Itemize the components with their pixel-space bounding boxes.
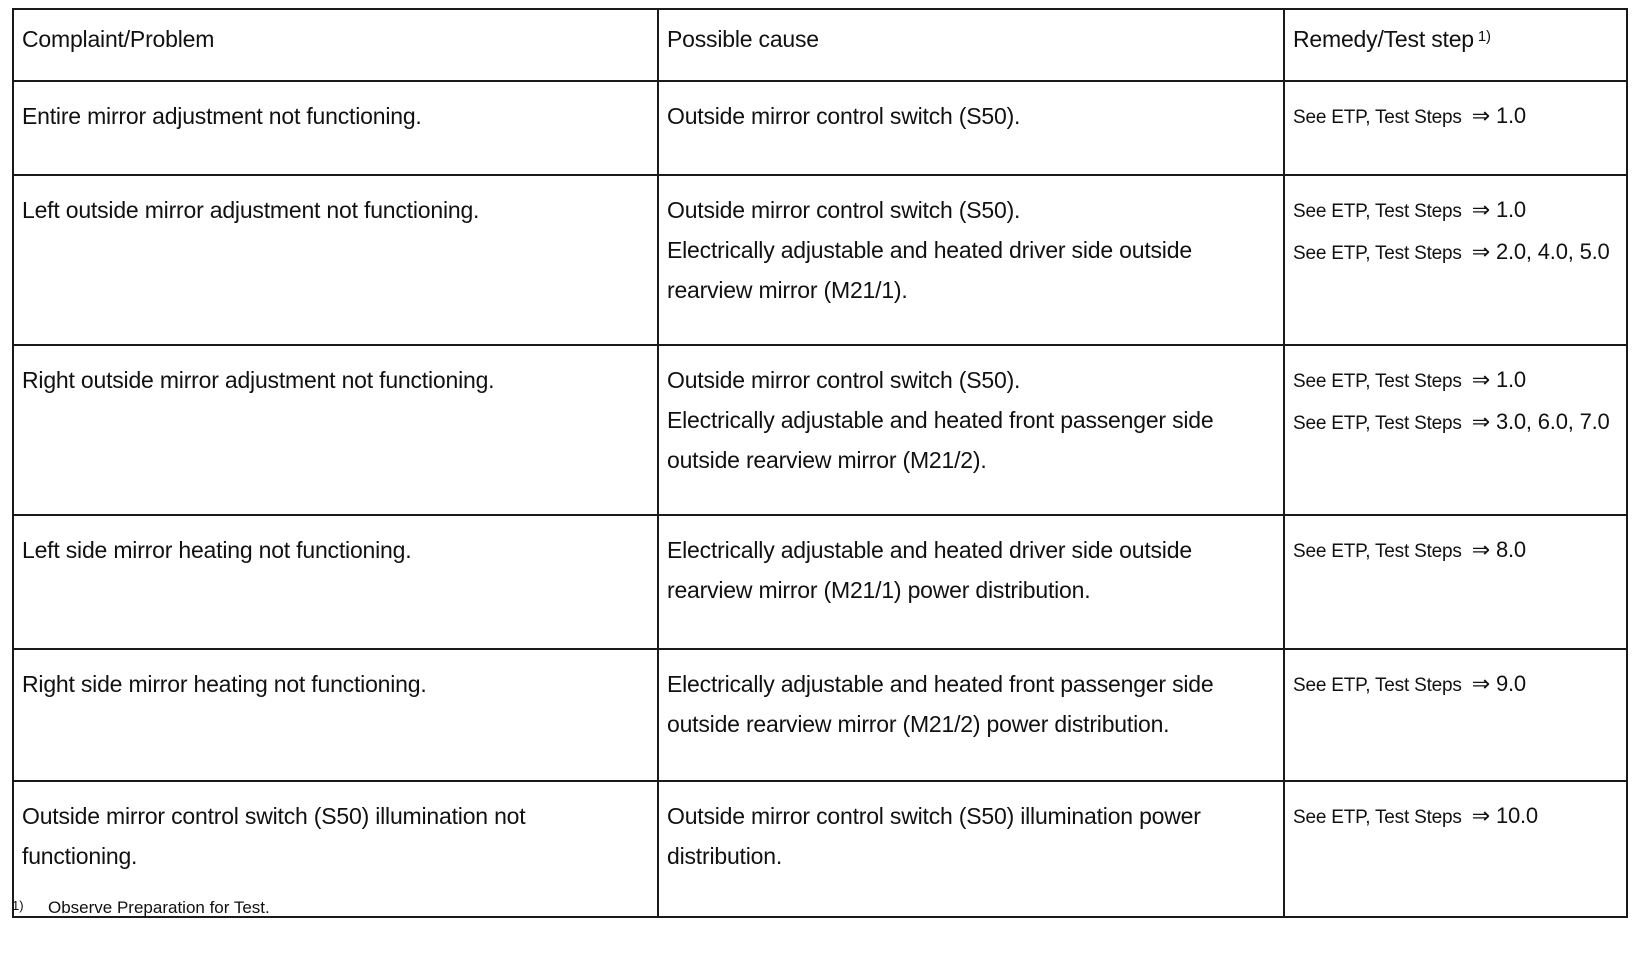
double-arrow-icon: ⇒ [1471, 103, 1490, 128]
cause-text: Outside mirror control switch (S50) illumination power [667, 803, 1201, 829]
cause-text: outside rearview mirror (M21/2) power distribution. [667, 711, 1170, 737]
remedy-line [1293, 796, 1626, 838]
remedy-reference: See ETP, Test Steps [1293, 107, 1462, 128]
remedy-cell [1284, 649, 1627, 781]
header-remedy-label: Remedy/Test step [1293, 26, 1474, 52]
diagnosis-table [12, 8, 1628, 918]
complaint-text: Right outside mirror adjustment not functioning. [22, 367, 495, 393]
cause-cell [658, 781, 1284, 917]
test-step-numbers: 8.0 [1495, 537, 1526, 562]
remedy-reference: See ETP, Test Steps [1293, 675, 1462, 696]
remedy-reference: See ETP, Test Steps [1293, 201, 1462, 222]
header-complaint [13, 9, 658, 81]
cause-text: Outside mirror control switch (S50). [667, 103, 1021, 129]
remedy-line [1293, 402, 1626, 444]
table-row [13, 345, 1627, 515]
test-step-numbers: 10.0 [1495, 803, 1538, 828]
remedy-cell [1284, 175, 1627, 345]
cause-text: Electrically adjustable and heated driver side outside [667, 537, 1192, 563]
footnote-mark: 1) [12, 898, 24, 913]
test-step-numbers: 9.0 [1495, 671, 1526, 696]
cause-cell [658, 175, 1284, 345]
remedy-line [1293, 232, 1626, 274]
cause-text: distribution. [667, 843, 783, 869]
footnote-text: Observe Preparation for Test. [48, 898, 270, 917]
cause-cell [658, 81, 1284, 175]
remedy-reference: See ETP, Test Steps [1293, 807, 1462, 828]
remedy-cell [1284, 81, 1627, 175]
cause-text: Electrically adjustable and heated front passenger side [667, 407, 1214, 433]
complaint-cell [13, 515, 658, 649]
remedy-reference: See ETP, Test Steps [1293, 243, 1462, 264]
double-arrow-icon: ⇒ [1471, 537, 1490, 562]
table-row [13, 781, 1627, 917]
table-body [13, 81, 1627, 917]
double-arrow-icon: ⇒ [1471, 239, 1490, 264]
remedy-line [1293, 190, 1626, 232]
header-cause-label: Possible cause [667, 26, 819, 52]
complaint-cell [13, 175, 658, 345]
remedy-reference: See ETP, Test Steps [1293, 413, 1462, 434]
cause-text: Outside mirror control switch (S50). [667, 367, 1021, 393]
double-arrow-icon: ⇒ [1471, 803, 1490, 828]
complaint-text: Right side mirror heating not functioning. [22, 671, 427, 697]
table-header-row [13, 9, 1627, 81]
cause-text: Electrically adjustable and heated front passenger side [667, 671, 1214, 697]
complaint-cell [13, 781, 658, 917]
cause-cell [658, 345, 1284, 515]
remedy-cell [1284, 345, 1627, 515]
remedy-line [1293, 530, 1626, 572]
remedy-cell [1284, 781, 1627, 917]
remedy-reference: See ETP, Test Steps [1293, 541, 1462, 562]
test-step-numbers: 2.0, 4.0, 5.0 [1495, 239, 1610, 264]
cause-text: rearview mirror (M21/1) power distribution. [667, 577, 1091, 603]
double-arrow-icon: ⇒ [1471, 367, 1490, 392]
remedy-line [1293, 96, 1626, 138]
double-arrow-icon: ⇒ [1471, 671, 1490, 696]
cause-cell [658, 515, 1284, 649]
cause-text: outside rearview mirror (M21/2). [667, 447, 987, 473]
remedy-line [1293, 360, 1626, 402]
header-complaint-label: Complaint/Problem [22, 26, 215, 52]
table-row [13, 515, 1627, 649]
test-step-numbers: 3.0, 6.0, 7.0 [1495, 409, 1610, 434]
test-step-numbers: 1.0 [1495, 197, 1526, 222]
test-step-numbers: 1.0 [1495, 367, 1526, 392]
header-remedy-footnote-mark: 1) [1477, 28, 1491, 45]
header-remedy [1284, 9, 1627, 81]
complaint-text: Left side mirror heating not functioning. [22, 537, 412, 563]
cause-text: Outside mirror control switch (S50). [667, 197, 1021, 223]
double-arrow-icon: ⇒ [1471, 409, 1490, 434]
table-row [13, 175, 1627, 345]
complaint-cell [13, 81, 658, 175]
test-step-numbers: 1.0 [1495, 103, 1526, 128]
double-arrow-icon: ⇒ [1471, 197, 1490, 222]
complaint-text: Outside mirror control switch (S50) illumination not [22, 803, 526, 829]
table-row [13, 649, 1627, 781]
cause-cell [658, 649, 1284, 781]
remedy-reference: See ETP, Test Steps [1293, 371, 1462, 392]
complaint-cell [13, 345, 658, 515]
header-cause [658, 9, 1284, 81]
cause-text: rearview mirror (M21/1). [667, 277, 908, 303]
complaint-text: functioning. [22, 843, 138, 869]
complaint-cell [13, 649, 658, 781]
remedy-line [1293, 664, 1626, 706]
table-row [13, 81, 1627, 175]
complaint-text: Entire mirror adjustment not functioning. [22, 103, 422, 129]
footnote [12, 898, 270, 918]
complaint-text: Left outside mirror adjustment not functioning. [22, 197, 480, 223]
remedy-cell [1284, 515, 1627, 649]
cause-text: Electrically adjustable and heated driver side outside [667, 237, 1192, 263]
